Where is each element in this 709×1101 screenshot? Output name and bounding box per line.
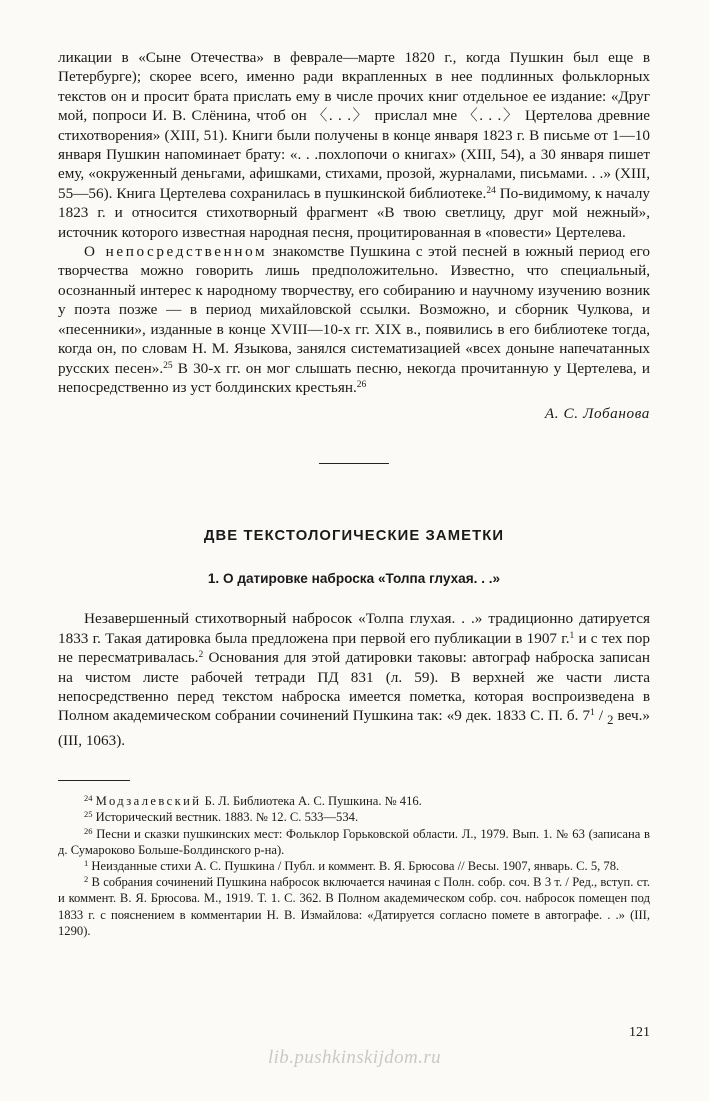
section-divider (319, 463, 389, 464)
footnote-ref[interactable]: 24 (486, 185, 496, 196)
footnote-ref[interactable]: 1 (569, 630, 575, 641)
footnote (58, 874, 650, 939)
paragraph-text: знакомстве Пушкина с этой песней в южный период его творчества можно говорить лишь предположительно. Известно, что специальный, осознанный интерес к народному творчеству, его собиранию и научному изучению возник у поэта позже — в период михайловской ссылки. Возможно, и сборник Чулкова, и «песенники», изданные в конце XVIII—10-х гг. XIX в., появились в его библиотеке тогда, когда он, по словам Н. М. Языкова, занялся систематизацией «всех доныне напечатанных русских песен». (58, 243, 650, 377)
page-content (58, 48, 650, 939)
paragraph-text: и с тех пор не пересматривалась. (58, 629, 650, 667)
author-signature: А. С. Лобанова (544, 405, 650, 423)
paragraph-text: веч.» (III, 1063). (58, 707, 650, 749)
footnote-ref[interactable]: 26 (356, 379, 367, 390)
paragraph-text: По-видимому, к началу 1823 г. и относится стихотворный фрагмент «В твою светлицу, друг мой нежный», источник которого известная народная песня, процитированная в «повести» Цертелева. (58, 184, 650, 241)
paragraph-text: Основания для этой датировки таковы: автограф наброска записан на чистом листе рабочей тетради ПД 831 (л. 59). В верхней же части листа непосредственно перед текстом наброска имеется пометка, которая воспроизведена в Полном академическом собрании сочинений Пушкина так: «9 дек. 1833 С. П. б. 7 (58, 649, 650, 725)
paragraph-text: Незавершенный стихотворный набросок «Толпа глухая. . .» традиционно датируется 1833 г. Такая датировка была предложена при первой его публикации в 1907 г. (58, 610, 650, 647)
footnote-mark: 25 (84, 809, 93, 820)
footnote-text: Б. Л. Библиотека А. С. Пушкина. № 416. (201, 794, 422, 809)
footnote (58, 858, 650, 874)
continued-paragraph (58, 48, 650, 242)
emphasized-text: О непосредственном (84, 243, 268, 261)
footnote-text: Исторический вестник. 1883. № 12. С. 533—534. (92, 810, 359, 825)
paragraph-text: ликации в «Сыне Отечества» в феврале—марте 1820 г., когда Пушкин был еще в Петербурге); скорее всего, именно ради вкрапленных в нее подлинных фольклорных текстов он и просит брата прислать ему в числе прочих книг отдельное ее издание: «Друг мой, попроси И. В. Слёнина, чтоб он 〈. . .〉 прислал мне 〈. . .〉 Цертелова древние стихотворения» (XIII, 51). Книги были получены в конце января 1823 г. В письме от 1—10 января Пушкин напоминает брату: «. . .похлопочи о книгах» (XIII, 54), а 30 января пишет ему, «окруженный деньгами, афишками, стихами, прозой, журналами, письмами. . .» (XIII, 55—56). Книга Цертелева сохранилась в пушкинской библиотеке. (58, 49, 650, 202)
footnote (58, 826, 650, 858)
footnote-mark: 24 (84, 793, 93, 804)
subscript: 2 (607, 713, 614, 728)
footnote-mark: 2 (84, 874, 89, 885)
emphasized-text: Модзалевский (95, 794, 202, 809)
footnote-text: Песни и сказки пушкинских мест: Фольклор Горьковской области. Л., 1979. Вып. 1. № 63 (записана в д. Сумароково Больше-Болдинского р-на). (58, 826, 650, 857)
footnotes (58, 793, 650, 939)
superscript: 1 (590, 708, 595, 719)
footnote-mark: 26 (84, 825, 93, 836)
footnote (58, 793, 650, 809)
section-title: ДВЕ ТЕКСТОЛОГИЧЕСКИЕ ЗАМЕТКИ (203, 528, 505, 545)
footnote-rule (58, 780, 130, 781)
paragraph (58, 242, 650, 397)
footnote-text: В собрания сочинений Пушкина набросок включается начиная с Полн. собр. соч. В 3 т. / Ред., вступ. ст. и коммент. В. Я. Брюсова. М., 1919. Т. 1. С. 362. В Полном академическом собр. соч. набросок помещен под 1833 г. с пояснением в комментарии Н. В. Измайлова: «Датируется согласно помете в автографе. . .» (III, 1290). (58, 875, 650, 938)
paragraph (58, 609, 650, 750)
paragraph-text: В 30-х гг. он мог слышать песню, некогда прочитанную у Цертелева, и непосредственно из уст болдинских крестьян. (58, 359, 650, 396)
footnote-ref[interactable]: 25 (163, 360, 173, 371)
watermark: lib.pushkinskijdom.ru (267, 1047, 442, 1068)
paragraph-text: / (594, 707, 608, 725)
page-number: 121 (629, 1025, 650, 1040)
footnote-mark: 1 (84, 858, 89, 868)
subsection-title: 1. О датировке наброска «Толпа глухая. . .» (207, 571, 501, 587)
footnote (58, 809, 650, 825)
footnote-text: Неизданные стихи А. С. Пушкина / Публ. и коммент. В. Я. Брюсова // Весы. 1907, январь. С. 5, 78. (88, 859, 620, 873)
footnote-ref[interactable]: 2 (198, 650, 204, 661)
